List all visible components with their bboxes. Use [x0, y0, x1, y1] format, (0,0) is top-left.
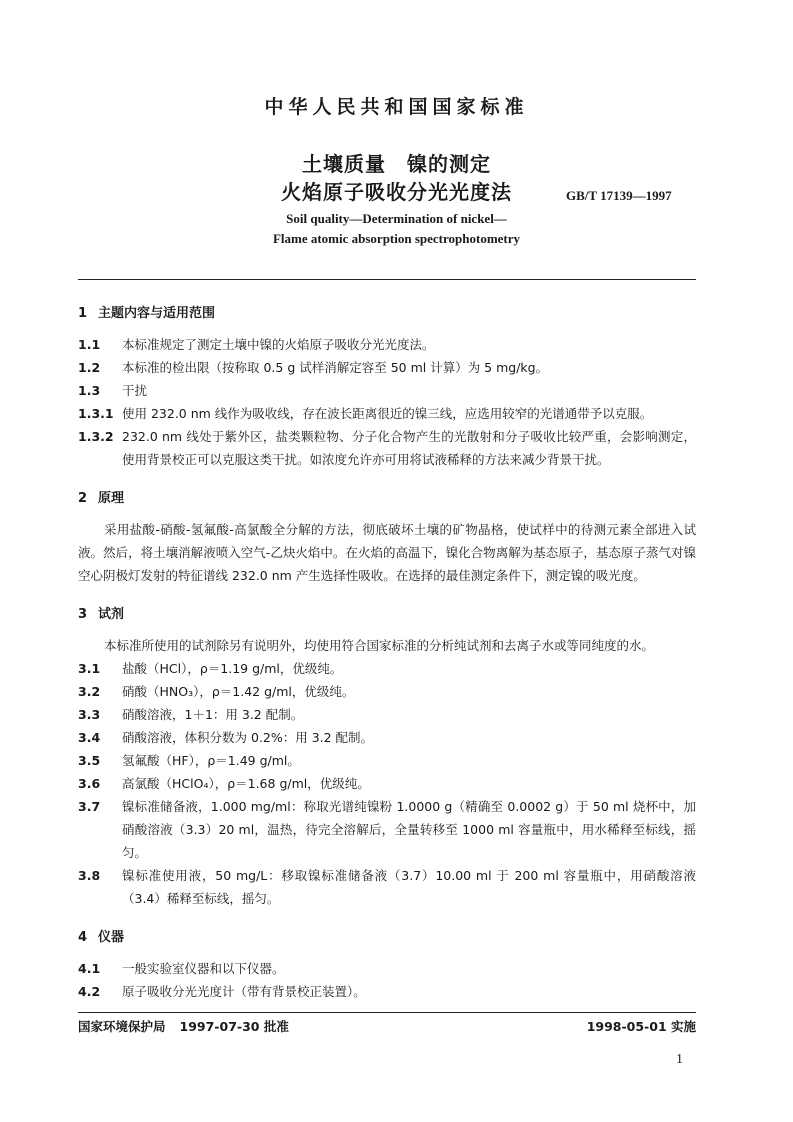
clause-number: 1.3	[78, 383, 101, 398]
clause	[78, 703, 696, 726]
header-divider	[78, 279, 696, 280]
clause-text: 干扰	[122, 383, 148, 398]
clause-number: 4.2	[78, 984, 101, 999]
clause-text: 盐酸（HCl），ρ＝1.19 g/ml，优级纯。	[122, 661, 343, 676]
clause	[78, 657, 696, 680]
clause	[78, 680, 696, 703]
section-heading	[78, 926, 696, 945]
effective-date: 1998-05-01 实施	[586, 1019, 696, 1034]
clause-text: 硝酸（HNO₃），ρ＝1.42 g/ml，优级纯。	[122, 684, 355, 699]
clause-number: 3.8	[78, 868, 101, 883]
clause	[78, 772, 696, 795]
issuer: 国家环境保护局	[78, 1019, 166, 1034]
clause-text: 镍标准使用液，50 mg/L：移取镍标准储备液（3.7）10.00 ml 于 200 ml 容量瓶中，用硝酸溶液（3.4）稀释至标线，摇匀。	[122, 868, 696, 906]
clause-number: 3.3	[78, 707, 101, 722]
approval-date: 1997-07-30 批准	[179, 1019, 289, 1034]
clause	[78, 379, 696, 402]
clause	[78, 957, 696, 980]
page-number: 1	[676, 1052, 683, 1067]
clause	[78, 864, 696, 910]
section-heading	[78, 487, 696, 506]
clause-number: 1.3.2	[78, 429, 114, 444]
clause-text: 硝酸溶液，1＋1：用 3.2 配制。	[122, 707, 304, 722]
clause-number: 1.2	[78, 360, 101, 375]
clause-number: 1.3.1	[78, 406, 114, 421]
section-number: 2	[78, 491, 88, 506]
clause-number: 3.6	[78, 776, 101, 791]
clause-text: 硝酸溶液，体积分数为 0.2%：用 3.2 配制。	[122, 730, 374, 745]
clause	[78, 333, 696, 356]
clause-text: 使用 232.0 nm 线作为吸收线，存在波长距离很近的镍三线，应选用较窄的光谱通带予以克服。	[122, 406, 653, 421]
title-line-2: 火焰原子吸收分光光度法	[281, 180, 512, 204]
section-title: 试剂	[98, 607, 125, 622]
title-line-1: 土壤质量 镍的测定	[302, 152, 491, 176]
footer-divider	[78, 1012, 696, 1013]
clause-text: 原子吸收分光光度计（带有背景校正装置）。	[122, 984, 366, 999]
clause	[78, 425, 696, 471]
clause-number: 3.4	[78, 730, 101, 745]
clause-number: 3.2	[78, 684, 101, 699]
clause-number: 3.5	[78, 753, 101, 768]
clause-number: 1.1	[78, 337, 101, 352]
clause-number: 3.1	[78, 661, 101, 676]
section-paragraph: 采用盐酸-硝酸-氢氟酸-高氯酸全分解的方法，彻底破坏土壤的矿物晶格，使试样中的待测元素全部进入试液。然后，将土壤消解液喷入空气-乙炔火焰中。在火焰的高温下，镍化合物离解为基态原子，基态原子蒸气对镍空心阴极灯发射的特征谱线 232.0 nm 产生选择性吸收。在选择的最佳测定条件下，测定镍的吸光度。	[78, 522, 696, 583]
section-number: 4	[78, 930, 88, 945]
section-paragraph: 本标准所使用的试剂除另有说明外，均使用符合国家标准的分析纯试剂和去离子水或等同纯度的水。	[104, 638, 655, 653]
standard-code: GB/T 17139—1997	[566, 188, 672, 203]
clause-number: 4.1	[78, 961, 101, 976]
section-title: 仪器	[98, 930, 125, 945]
clause-number: 3.7	[78, 799, 101, 814]
clause	[78, 749, 696, 772]
section-title: 原理	[98, 491, 125, 506]
clause	[78, 726, 696, 749]
section-number: 1	[78, 306, 88, 321]
section-title: 主题内容与适用范围	[98, 306, 216, 321]
footer-issuer-block	[78, 1017, 303, 1035]
clause-text: 本标准规定了测定土壤中镍的火焰原子吸收分光光度法。	[122, 337, 435, 352]
clause	[78, 356, 696, 379]
clause-text: 高氯酸（HClO₄），ρ＝1.68 g/ml，优级纯。	[122, 776, 370, 791]
section-number: 3	[78, 607, 88, 622]
clause	[78, 795, 696, 864]
section-heading	[78, 603, 696, 622]
clause	[78, 980, 696, 1003]
clause-text: 一般实验室仪器和以下仪器。	[122, 961, 285, 976]
section-heading	[78, 302, 696, 321]
org-title: 中华人民共和国国家标准	[264, 96, 529, 118]
english-title-line-1: Soil quality—Determination of nickel—	[286, 211, 507, 226]
document-body	[78, 302, 696, 1003]
clause-text: 本标准的检出限（按称取 0.5 g 试样消解定容至 50 ml 计算）为 5 mg/kg。	[122, 360, 549, 375]
clause-text: 232.0 nm 线处于紫外区，盐类颗粒物、分子化合物产生的光散射和分子吸收比较严重，会影响测定，使用背景校正可以克服这类干扰。如浓度允许亦可用将试液稀释的方法来减少背景干扰。	[122, 429, 696, 467]
clause	[78, 402, 696, 425]
english-title-line-2: Flame atomic absorption spectrophotometry	[272, 231, 521, 246]
clause-text: 镍标准储备液，1.000 mg/ml：称取光谱纯镍粉 1.0000 g（精确至 0.0002 g）于 50 ml 烧杯中，加硝酸溶液（3.3）20 ml，温热，待完全溶解后，全量转移至 1000 ml 容量瓶中，用水稀释至标线，摇匀。	[122, 799, 696, 860]
clause-text: 氢氟酸（HF），ρ＝1.49 g/ml。	[122, 753, 300, 768]
